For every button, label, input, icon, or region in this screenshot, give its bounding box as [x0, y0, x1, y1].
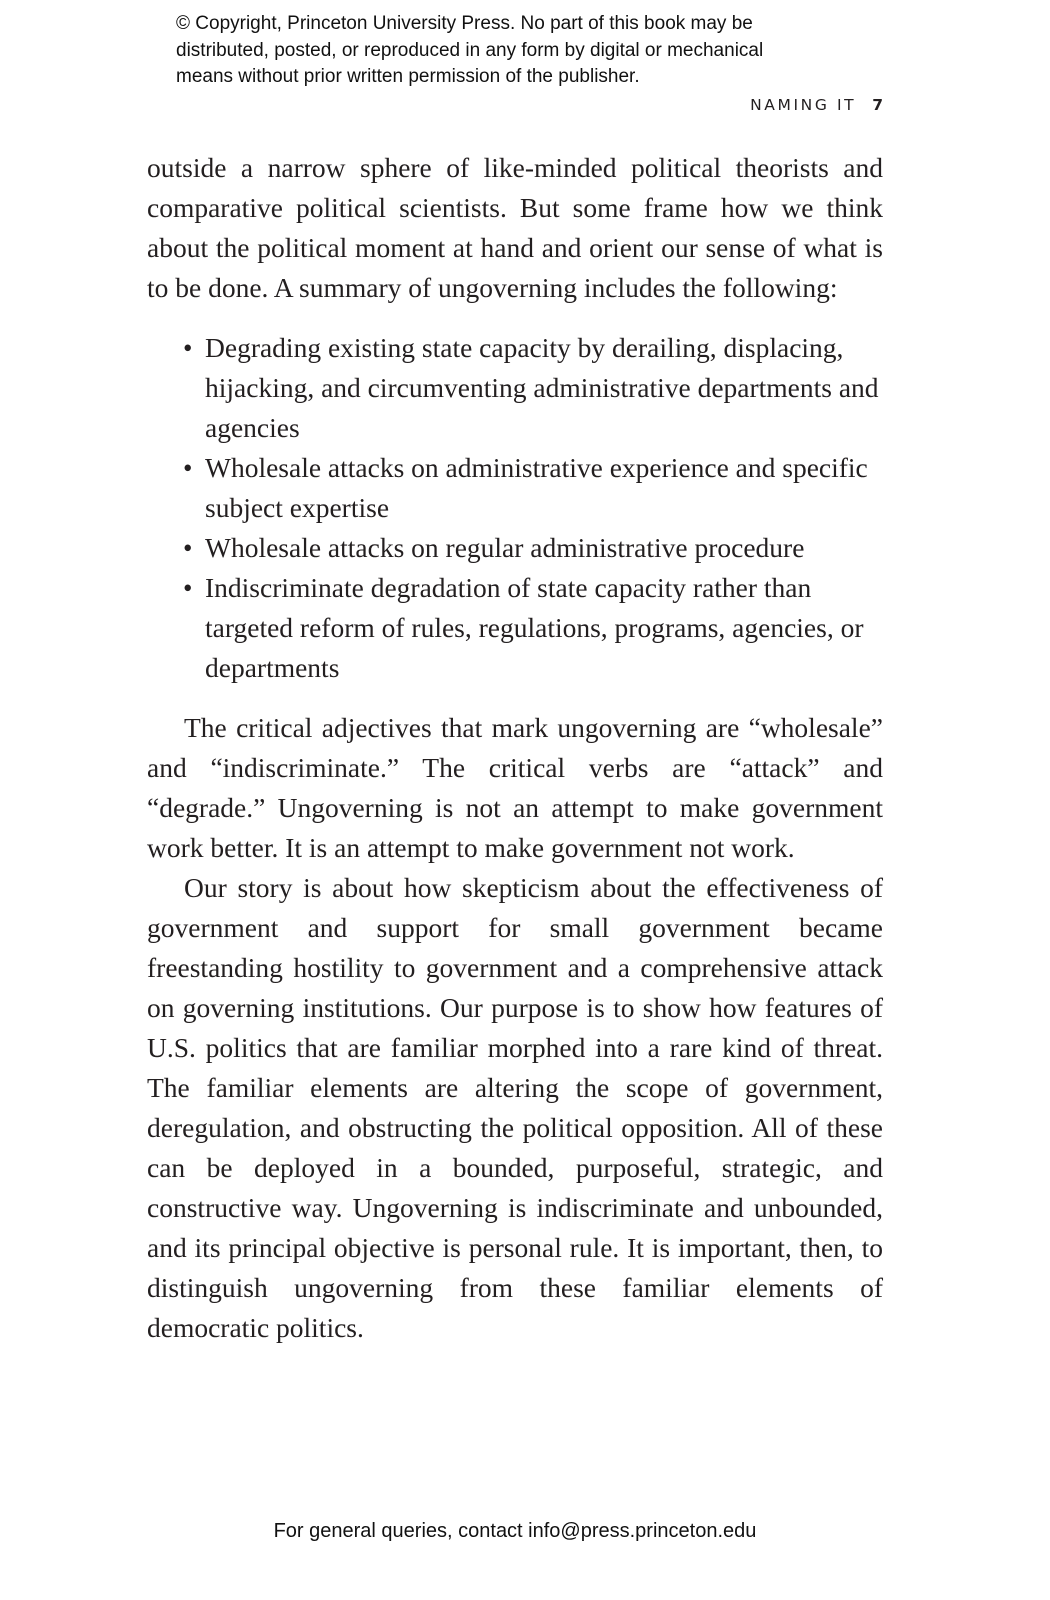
body-text — [147, 148, 883, 1348]
list-item: • Indiscriminate degradation of state capacity rather than targeted reform of rules, regulations, programs, agencies, or departments — [205, 568, 883, 688]
list-item: • Degrading existing state capacity by derailing, displacing, hijacking, and circumventing administrative departments and agencies — [205, 328, 883, 448]
page-number: 7 — [872, 96, 883, 114]
paragraph-our-story: Our story is about how skepticism about the effectiveness of government and support for small government became freestanding hostility to government and a comprehensive attack on governing institutions. Our purpose is to show how features of U.S. politics that are familiar morphed into a rare kind of threat. The familiar elements are altering the scope of government, deregulation, and obstructing the political opposition. All of these can be deployed in a bounded, purposeful, strategic, and constructive way. Ungoverning is indiscriminate and unbounded, and its principal objective is personal rule. It is important, then, to distinguish ungoverning from these familiar elements of democratic politics. — [147, 872, 883, 1343]
paragraph-critical-adjectives: The critical adjectives that mark ungoverning are “wholesale” and “indiscriminate.” The critical verbs are “attack” and “degrade.” Ungoverning is not an attempt to make government work better. It is an attempt to make government not work. — [147, 712, 883, 863]
copyright-line-3: means without prior written permission of the publisher. — [176, 66, 640, 87]
copyright-line-1: © Copyright, Princeton University Press. No part of this book may be — [176, 13, 753, 34]
copyright-notice — [176, 11, 876, 91]
running-head — [750, 96, 883, 114]
chapter-title: NAMING IT — [750, 96, 857, 114]
ungoverning-summary-list — [147, 328, 883, 688]
copyright-line-2: distributed, posted, or reproduced in any form by digital or mechanical — [176, 39, 764, 61]
intro-paragraph: outside a narrow sphere of like-minded political theorists and comparative political scientists. But some frame how we think about the political moment at hand and orient our sense of what is to be done. A summary of ungoverning includes the following: — [147, 152, 883, 303]
list-item: • Wholesale attacks on administrative experience and specific subject expertise — [205, 448, 883, 528]
footer-contact: For general queries, contact info@press.princeton.edu — [273, 1520, 757, 1542]
list-item: • Wholesale attacks on regular administrative procedure — [205, 528, 883, 568]
